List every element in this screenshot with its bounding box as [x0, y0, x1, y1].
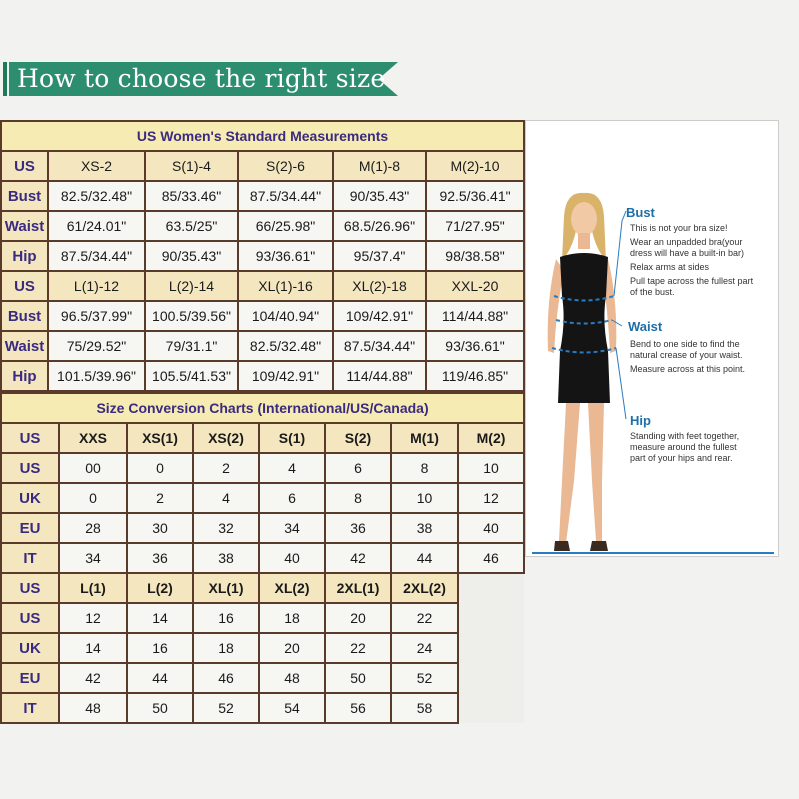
table-row [1, 633, 524, 663]
conversion-cell: 42 [59, 663, 127, 693]
conversion-cell: 28 [59, 513, 127, 543]
size-header-row [1, 271, 524, 301]
size-header-cell: XXL-20 [426, 271, 524, 301]
row-label: US [1, 423, 59, 453]
measurement-cell: 75/29.52" [48, 331, 145, 361]
conversion-cell: 38 [193, 543, 259, 573]
conversion-cell: 52 [391, 663, 458, 693]
row-label: US [1, 573, 59, 603]
row-label: Bust [1, 301, 48, 331]
measurement-cell: 114/44.88" [333, 361, 426, 391]
conversion-cell: 46 [193, 663, 259, 693]
guide-note: Measure across at this point. [630, 364, 746, 374]
left-shoe-shape [554, 541, 570, 551]
conversion-cell: 16 [127, 633, 193, 663]
measurements-table [0, 120, 525, 392]
table-row [1, 211, 524, 241]
conversion-cell: 38 [391, 513, 458, 543]
size-header-cell: M(2)-10 [426, 151, 524, 181]
table-row [1, 301, 524, 331]
conversion-cell: 10 [458, 453, 524, 483]
size-header-cell: S(1)-4 [145, 151, 238, 181]
row-label: IT [1, 543, 59, 573]
conversion-cell: 32 [193, 513, 259, 543]
measurement-cell: 66/25.98" [238, 211, 333, 241]
guide-note: Pull tape across the fullest part [630, 276, 754, 286]
conversion-cell: 22 [325, 633, 391, 663]
conversion-cell: 8 [325, 483, 391, 513]
conversion-caption: Size Conversion Charts (International/US/Canada) [1, 393, 524, 423]
table-row [1, 543, 524, 573]
conversion-cell: 54 [259, 693, 325, 723]
size-header-cell: M(1) [391, 423, 458, 453]
conversion-cell: 18 [193, 633, 259, 663]
conversion-cell: 56 [325, 693, 391, 723]
guide-note: dress will have a built-in bar) [630, 248, 745, 258]
face-shape [571, 202, 597, 236]
measurement-cell: 90/35.43" [333, 181, 426, 211]
left-leg-shape [559, 403, 580, 543]
size-header-cell: 2XL(2) [391, 573, 458, 603]
conversion-table [0, 392, 525, 724]
empty-cell [458, 633, 524, 663]
size-header-cell: XS(1) [127, 423, 193, 453]
conversion-cell: 34 [259, 513, 325, 543]
measurement-cell: 95/37.4" [333, 241, 426, 271]
size-header-cell: L(2)-14 [145, 271, 238, 301]
conversion-cell: 58 [391, 693, 458, 723]
measurement-cell: 105.5/41.53" [145, 361, 238, 391]
size-header-cell: XXS [59, 423, 127, 453]
row-label: US [1, 151, 48, 181]
guide-note: This is not your bra size! [630, 223, 728, 233]
size-header-cell: XL(1) [193, 573, 259, 603]
empty-cell [458, 573, 524, 603]
size-header-cell: S(2)-6 [238, 151, 333, 181]
measurement-cell: 61/24.01" [48, 211, 145, 241]
measurement-cell: 96.5/37.99" [48, 301, 145, 331]
conversion-cell: 52 [193, 693, 259, 723]
measurement-cell: 82.5/32.48" [238, 331, 333, 361]
measurement-cell: 87.5/34.44" [48, 241, 145, 271]
bust-leader [614, 211, 626, 296]
conversion-cell: 16 [193, 603, 259, 633]
conversion-cell: 36 [325, 513, 391, 543]
conversion-cell: 2 [193, 453, 259, 483]
guide-note: Relax arms at sides [630, 262, 710, 272]
size-header-cell: S(1) [259, 423, 325, 453]
size-tables [0, 120, 523, 724]
hip-leader [616, 348, 626, 419]
size-header-cell: XL(1)-16 [238, 271, 333, 301]
table-row [1, 483, 524, 513]
table-row [1, 361, 524, 391]
row-label: US [1, 453, 59, 483]
measurement-cell: 79/31.1" [145, 331, 238, 361]
measurement-cell: 109/42.91" [333, 301, 426, 331]
measurement-cell: 119/46.85" [426, 361, 524, 391]
row-label: Waist [1, 211, 48, 241]
row-label: Waist [1, 331, 48, 361]
size-header-row [1, 151, 524, 181]
measurement-cell: 93/36.61" [238, 241, 333, 271]
table-row [1, 241, 524, 271]
row-label: UK [1, 483, 59, 513]
size-header-row [1, 573, 524, 603]
conversion-cell: 18 [259, 603, 325, 633]
conversion-cell: 40 [259, 543, 325, 573]
empty-cell [458, 603, 524, 633]
conversion-cell: 6 [259, 483, 325, 513]
size-header-cell: XS(2) [193, 423, 259, 453]
guide-note: of the bust. [630, 287, 675, 297]
conversion-cell: 14 [127, 603, 193, 633]
size-header-cell: L(1)-12 [48, 271, 145, 301]
size-guide-banner [0, 62, 398, 96]
table-row [1, 693, 524, 723]
conversion-cell: 50 [127, 693, 193, 723]
right-shoe-shape [590, 541, 608, 551]
measurement-cell: 92.5/36.41" [426, 181, 524, 211]
conversion-cell: 4 [259, 453, 325, 483]
conversion-cell: 0 [59, 483, 127, 513]
conversion-cell: 36 [127, 543, 193, 573]
waist-title: Waist [628, 319, 663, 334]
size-header-cell: L(1) [59, 573, 127, 603]
guide-note: natural crease of your waist. [630, 350, 743, 360]
size-header-cell: XL(2)-18 [333, 271, 426, 301]
measurement-cell: 85/33.46" [145, 181, 238, 211]
conversion-cell: 44 [127, 663, 193, 693]
dress-shape [558, 253, 610, 403]
row-label: Bust [1, 181, 48, 211]
conversion-cell: 0 [127, 453, 193, 483]
conversion-cell: 50 [325, 663, 391, 693]
conversion-cell: 00 [59, 453, 127, 483]
row-label: EU [1, 663, 59, 693]
conversion-cell: 40 [458, 513, 524, 543]
conversion-cell: 42 [325, 543, 391, 573]
conversion-cell: 48 [59, 693, 127, 723]
conversion-cell: 6 [325, 453, 391, 483]
empty-cell [458, 663, 524, 693]
measurement-cell: 100.5/39.56" [145, 301, 238, 331]
right-leg-shape [588, 403, 604, 543]
conversion-cell: 12 [59, 603, 127, 633]
conversion-cell: 46 [458, 543, 524, 573]
measurement-cell: 87.5/34.44" [238, 181, 333, 211]
guide-note: part of your hips and rear. [630, 453, 733, 463]
neck-shape [578, 233, 590, 249]
size-header-cell: XS-2 [48, 151, 145, 181]
row-label: US [1, 271, 48, 301]
measurement-cell: 63.5/25" [145, 211, 238, 241]
size-header-cell: XL(2) [259, 573, 325, 603]
empty-cell [458, 693, 524, 723]
measurement-cell: 114/44.88" [426, 301, 524, 331]
size-header-cell: S(2) [325, 423, 391, 453]
size-header-cell: L(2) [127, 573, 193, 603]
measurements-caption: US Women's Standard Measurements [1, 121, 524, 151]
conversion-cell: 24 [391, 633, 458, 663]
row-label: Hip [1, 241, 48, 271]
conversion-cell: 8 [391, 453, 458, 483]
banner-title: How to choose the right size [17, 64, 386, 93]
guide-note: measure around the fullest [630, 442, 737, 452]
conversion-cell: 48 [259, 663, 325, 693]
conversion-cell: 14 [59, 633, 127, 663]
row-label: US [1, 603, 59, 633]
measurement-cell: 98/38.58" [426, 241, 524, 271]
conversion-cell: 22 [391, 603, 458, 633]
measurement-cell: 101.5/39.96" [48, 361, 145, 391]
measurement-cell: 93/36.61" [426, 331, 524, 361]
measurement-cell: 109/42.91" [238, 361, 333, 391]
conversion-cell: 20 [259, 633, 325, 663]
guide-note: Standing with feet together, [630, 431, 740, 441]
measurement-cell: 82.5/32.48" [48, 181, 145, 211]
row-label: IT [1, 693, 59, 723]
bust-title: Bust [626, 205, 655, 220]
conversion-cell: 10 [391, 483, 458, 513]
table-row [1, 663, 524, 693]
size-header-row [1, 423, 524, 453]
banner-accent-bar [3, 62, 7, 96]
measurement-cell: 87.5/34.44" [333, 331, 426, 361]
table-row [1, 453, 524, 483]
conversion-cell: 34 [59, 543, 127, 573]
conversion-cell: 30 [127, 513, 193, 543]
measurement-cell: 71/27.95" [426, 211, 524, 241]
row-label: Hip [1, 361, 48, 391]
conversion-cell: 44 [391, 543, 458, 573]
guide-note: Wear an unpadded bra(your [630, 237, 743, 247]
conversion-cell: 2 [127, 483, 193, 513]
measurement-cell: 104/40.94" [238, 301, 333, 331]
size-header-cell: 2XL(1) [325, 573, 391, 603]
measurement-cell: 68.5/26.96" [333, 211, 426, 241]
conversion-cell: 20 [325, 603, 391, 633]
table-row [1, 331, 524, 361]
row-label: UK [1, 633, 59, 663]
size-header-cell: M(1)-8 [333, 151, 426, 181]
guide-note: Bend to one side to find the [630, 339, 740, 349]
table-row [1, 603, 524, 633]
conversion-cell: 4 [193, 483, 259, 513]
conversion-cell: 12 [458, 483, 524, 513]
size-header-cell: M(2) [458, 423, 524, 453]
measurement-cell: 90/35.43" [145, 241, 238, 271]
row-label: EU [1, 513, 59, 543]
table-row [1, 513, 524, 543]
measuring-guide-panel [525, 120, 779, 557]
table-row [1, 181, 524, 211]
hip-title: Hip [630, 413, 651, 428]
